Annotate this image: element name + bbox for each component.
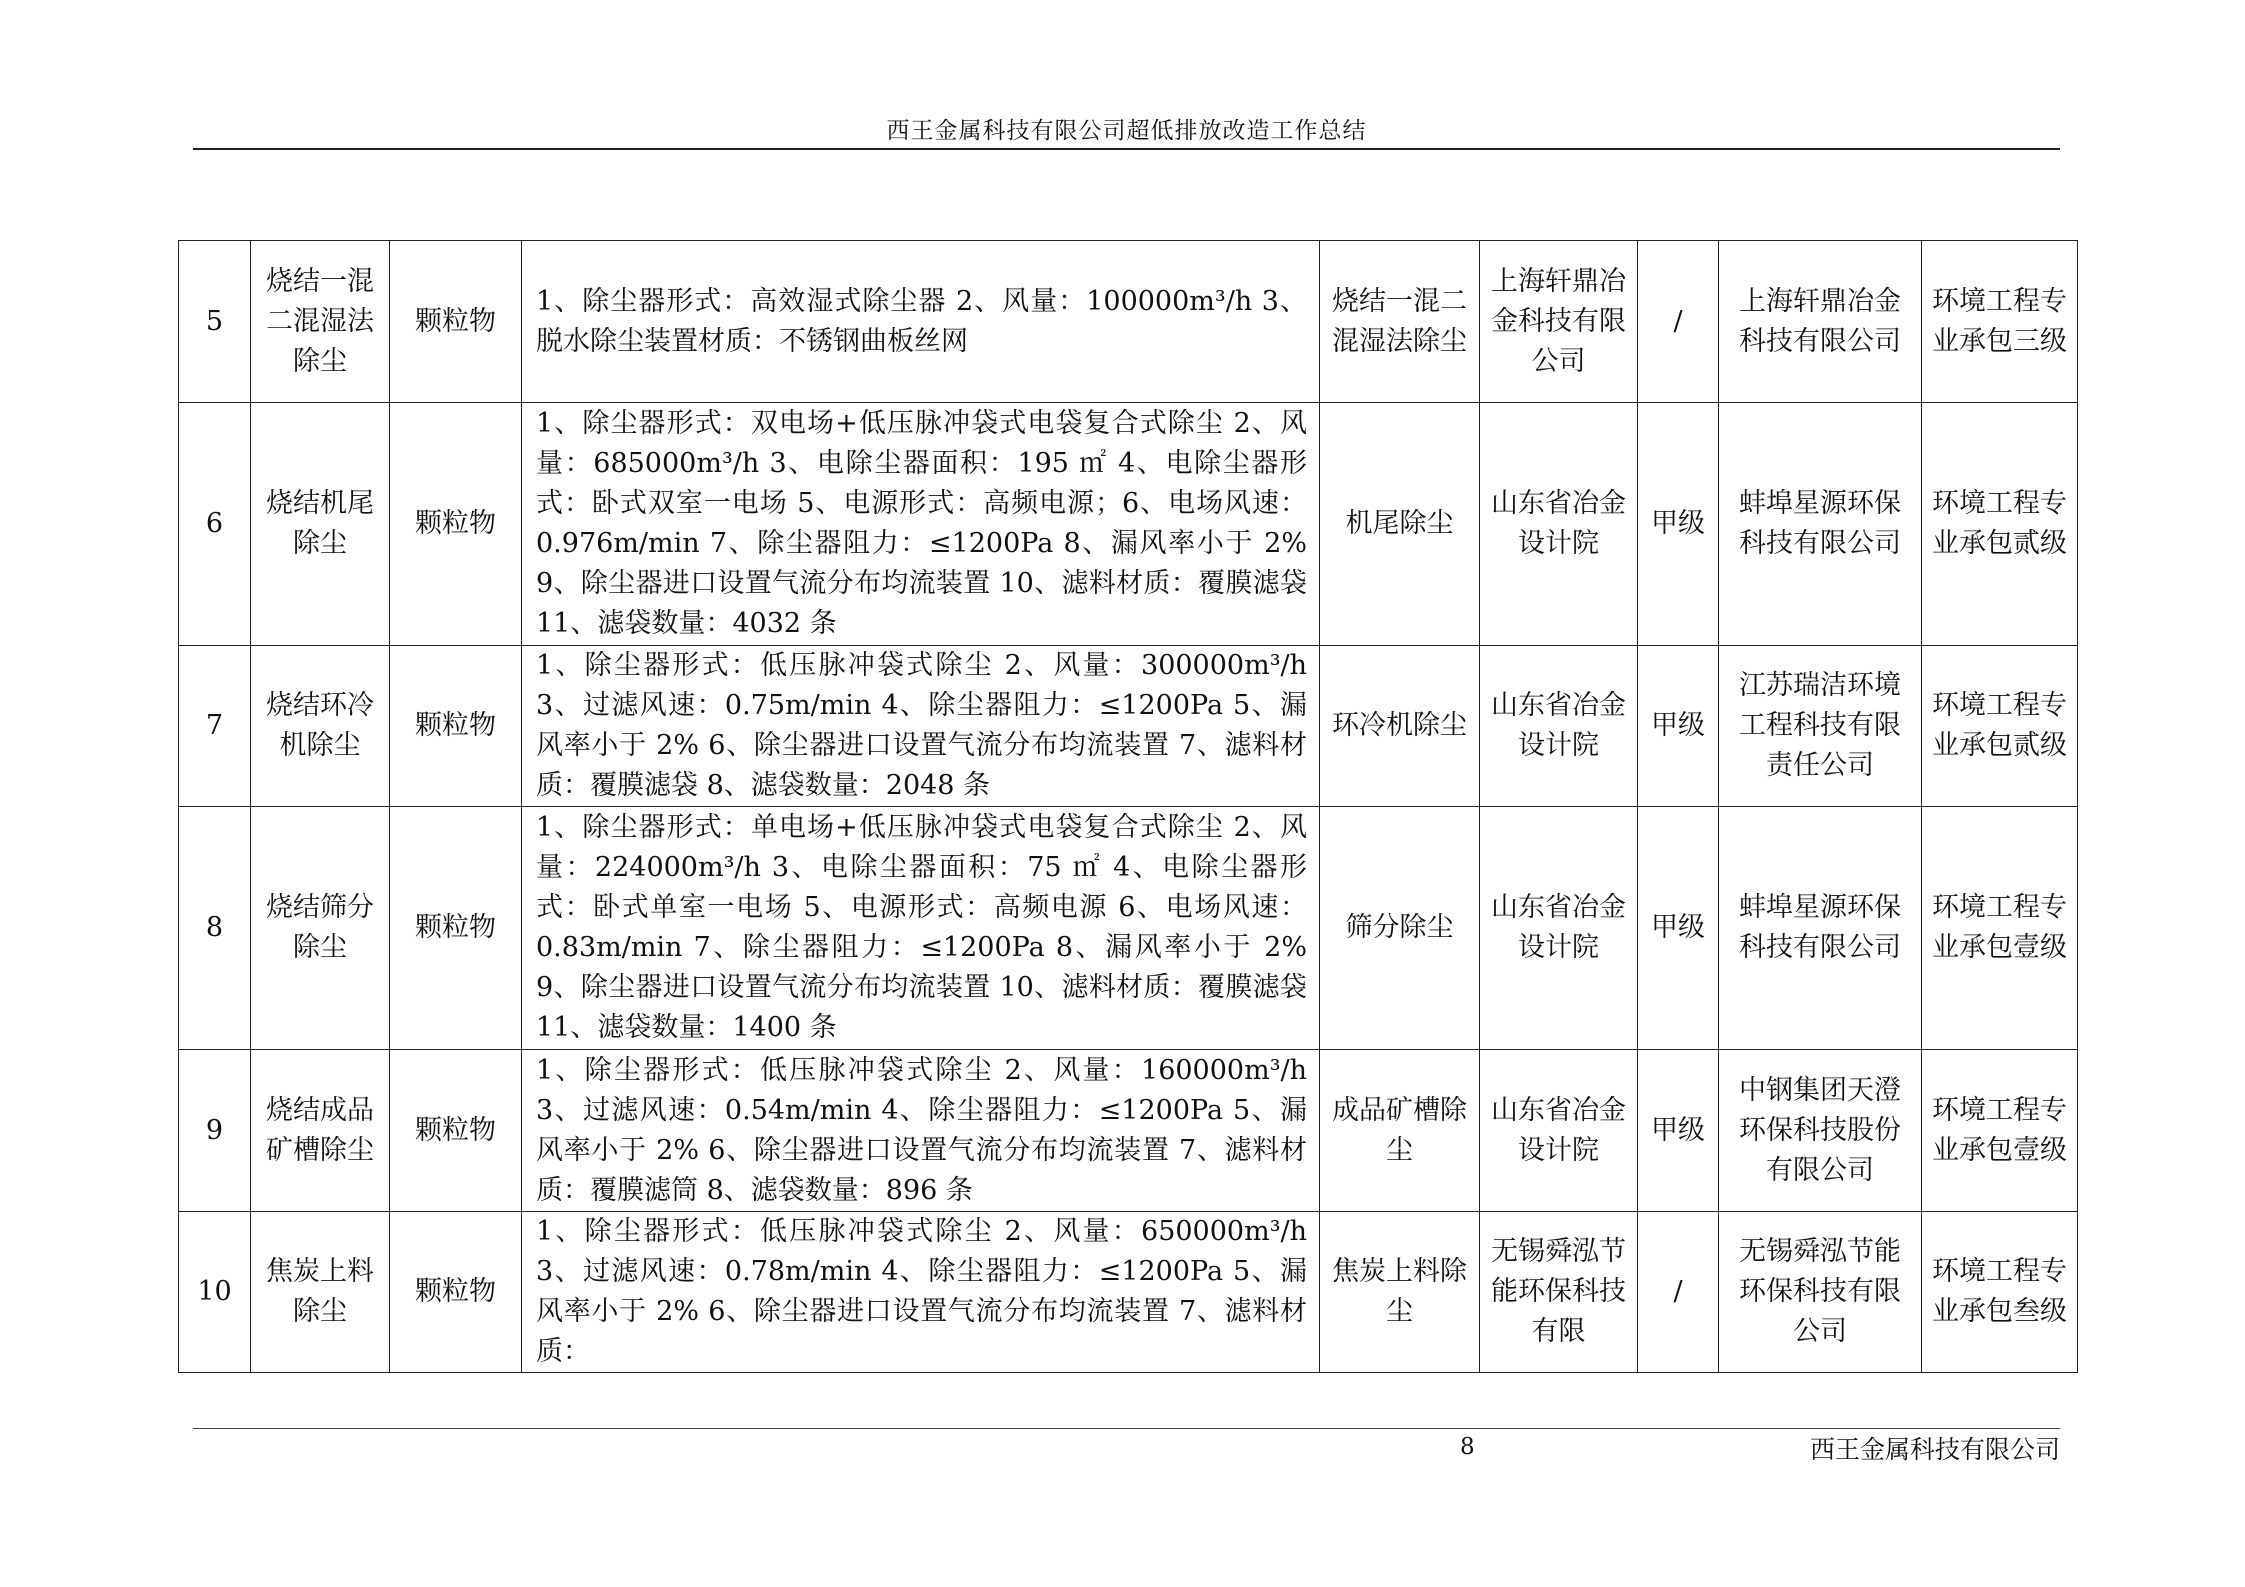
equipment-name: 机尾除尘: [1320, 403, 1480, 646]
table-row: [179, 1212, 2078, 1373]
pollutant: 颗粒物: [390, 1050, 522, 1212]
pollutant: 颗粒物: [390, 1212, 522, 1373]
dust-removal-table: [178, 240, 2078, 1373]
qualification: 环境工程专业承包贰级: [1922, 403, 2078, 646]
project-name: 烧结成品矿槽除尘: [251, 1050, 390, 1212]
design-institute: 山东省冶金设计院: [1480, 1050, 1638, 1212]
footer-company-name: 西王金属科技有限公司: [1809, 1435, 2060, 1464]
row-number: 8: [179, 807, 251, 1050]
equipment-name: 焦炭上料除尘: [1320, 1212, 1480, 1373]
project-name: 烧结环冷机除尘: [251, 646, 390, 807]
row-number: 5: [179, 241, 251, 403]
contractor: 江苏瑞洁环境工程科技有限责任公司: [1719, 646, 1922, 807]
technical-description: 1、除尘器形式：低压脉冲袋式除尘 2、风量：160000m³/h 3、过滤风速：0.54m/min 4、除尘器阻力：≤1200Pa 5、漏风率小于 2% 6、除尘器进口设置气流分布均流装置 7、滤料材质：覆膜滤筒 8、滤袋数量：896 条: [522, 1050, 1320, 1212]
technical-description: 1、除尘器形式：低压脉冲袋式除尘 2、风量：650000m³/h 3、过滤风速：0.78m/min 4、除尘器阻力：≤1200Pa 5、漏风率小于 2% 6、除尘器进口设置气流分布均流装置 7、滤料材质：: [522, 1212, 1320, 1373]
header-divider: [193, 148, 2060, 150]
technical-description: 1、除尘器形式：低压脉冲袋式除尘 2、风量：300000m³/h 3、过滤风速：0.75m/min 4、除尘器阻力：≤1200Pa 5、漏风率小于 2% 6、除尘器进口设置气流分布均流装置 7、滤料材质：覆膜滤袋 8、滤袋数量：2048 条: [522, 646, 1320, 807]
contractor: 上海轩鼎冶金科技有限公司: [1719, 241, 1922, 403]
table-row: [179, 403, 2078, 646]
table-row: [179, 241, 2078, 403]
pollutant: 颗粒物: [390, 646, 522, 807]
equipment-name: 成品矿槽除尘: [1320, 1050, 1480, 1212]
contractor: 蚌埠星源环保科技有限公司: [1719, 807, 1922, 1050]
contractor: 无锡舜泓节能环保科技有限公司: [1719, 1212, 1922, 1373]
design-institute: 上海轩鼎冶金科技有限公司: [1480, 241, 1638, 403]
qualification: 环境工程专业承包壹级: [1922, 807, 2078, 1050]
design-institute: 山东省冶金设计院: [1480, 403, 1638, 646]
qualification: 环境工程专业承包三级: [1922, 241, 2078, 403]
equipment-name: 烧结一混二混湿法除尘: [1320, 241, 1480, 403]
table-row: [179, 807, 2078, 1050]
pollutant: 颗粒物: [390, 241, 522, 403]
contractor: 中钢集团天澄环保科技股份有限公司: [1719, 1050, 1922, 1212]
contractor: 蚌埠星源环保科技有限公司: [1719, 403, 1922, 646]
qualification: 环境工程专业承包贰级: [1922, 646, 2078, 807]
design-grade: /: [1638, 1212, 1719, 1373]
row-number: 9: [179, 1050, 251, 1212]
design-institute: 山东省冶金设计院: [1480, 807, 1638, 1050]
row-number: 6: [179, 403, 251, 646]
footer-divider: [193, 1428, 2060, 1429]
design-institute: 无锡舜泓节能环保科技有限: [1480, 1212, 1638, 1373]
technical-description: 1、除尘器形式：双电场+低压脉冲袋式电袋复合式除尘 2、风量：685000m³/h 3、电除尘器面积：195 ㎡ 4、电除尘器形式：卧式双室一电场 5、电源形式：高频电源；6、电场风速：0.976m/min 7、除尘器阻力：≤1200Pa 8、漏风率小于 2% 9、除尘器进口设置气流分布均流装置 10、滤料材质：覆膜滤袋 11、滤袋数量：4032 条: [522, 403, 1320, 646]
table-row: [179, 646, 2078, 807]
technical-description: 1、除尘器形式：单电场+低压脉冲袋式电袋复合式除尘 2、风量：224000m³/h 3、电除尘器面积：75 ㎡ 4、电除尘器形式：卧式单室一电场 5、电源形式：高频电源 6、电场风速：0.83m/min 7、除尘器阻力：≤1200Pa 8、漏风率小于 2% 9、除尘器进口设置气流分布均流装置 10、滤料材质：覆膜滤袋 11、滤袋数量：1400 条: [522, 807, 1320, 1050]
design-grade: /: [1638, 241, 1719, 403]
equipment-name: 筛分除尘: [1320, 807, 1480, 1050]
row-number: 7: [179, 646, 251, 807]
page-number: 8: [1460, 1434, 1475, 1460]
pollutant: 颗粒物: [390, 403, 522, 646]
project-name: 烧结机尾除尘: [251, 403, 390, 646]
qualification: 环境工程专业承包壹级: [1922, 1050, 2078, 1212]
table-row: [179, 1050, 2078, 1212]
row-number: 10: [179, 1212, 251, 1373]
design-grade: 甲级: [1638, 1050, 1719, 1212]
project-name: 烧结一混二混湿法除尘: [251, 241, 390, 403]
design-grade: 甲级: [1638, 807, 1719, 1050]
page-header-title: 西王金属科技有限公司超低排放改造工作总结: [886, 118, 1367, 144]
project-name: 烧结筛分除尘: [251, 807, 390, 1050]
equipment-name: 环冷机除尘: [1320, 646, 1480, 807]
project-name: 焦炭上料除尘: [251, 1212, 390, 1373]
technical-description: 1、除尘器形式：高效湿式除尘器 2、风量：100000m³/h 3、脱水除尘装置材质：不锈钢曲板丝网: [522, 241, 1320, 403]
qualification: 环境工程专业承包叁级: [1922, 1212, 2078, 1373]
design-grade: 甲级: [1638, 646, 1719, 807]
design-grade: 甲级: [1638, 403, 1719, 646]
pollutant: 颗粒物: [390, 807, 522, 1050]
design-institute: 山东省冶金设计院: [1480, 646, 1638, 807]
